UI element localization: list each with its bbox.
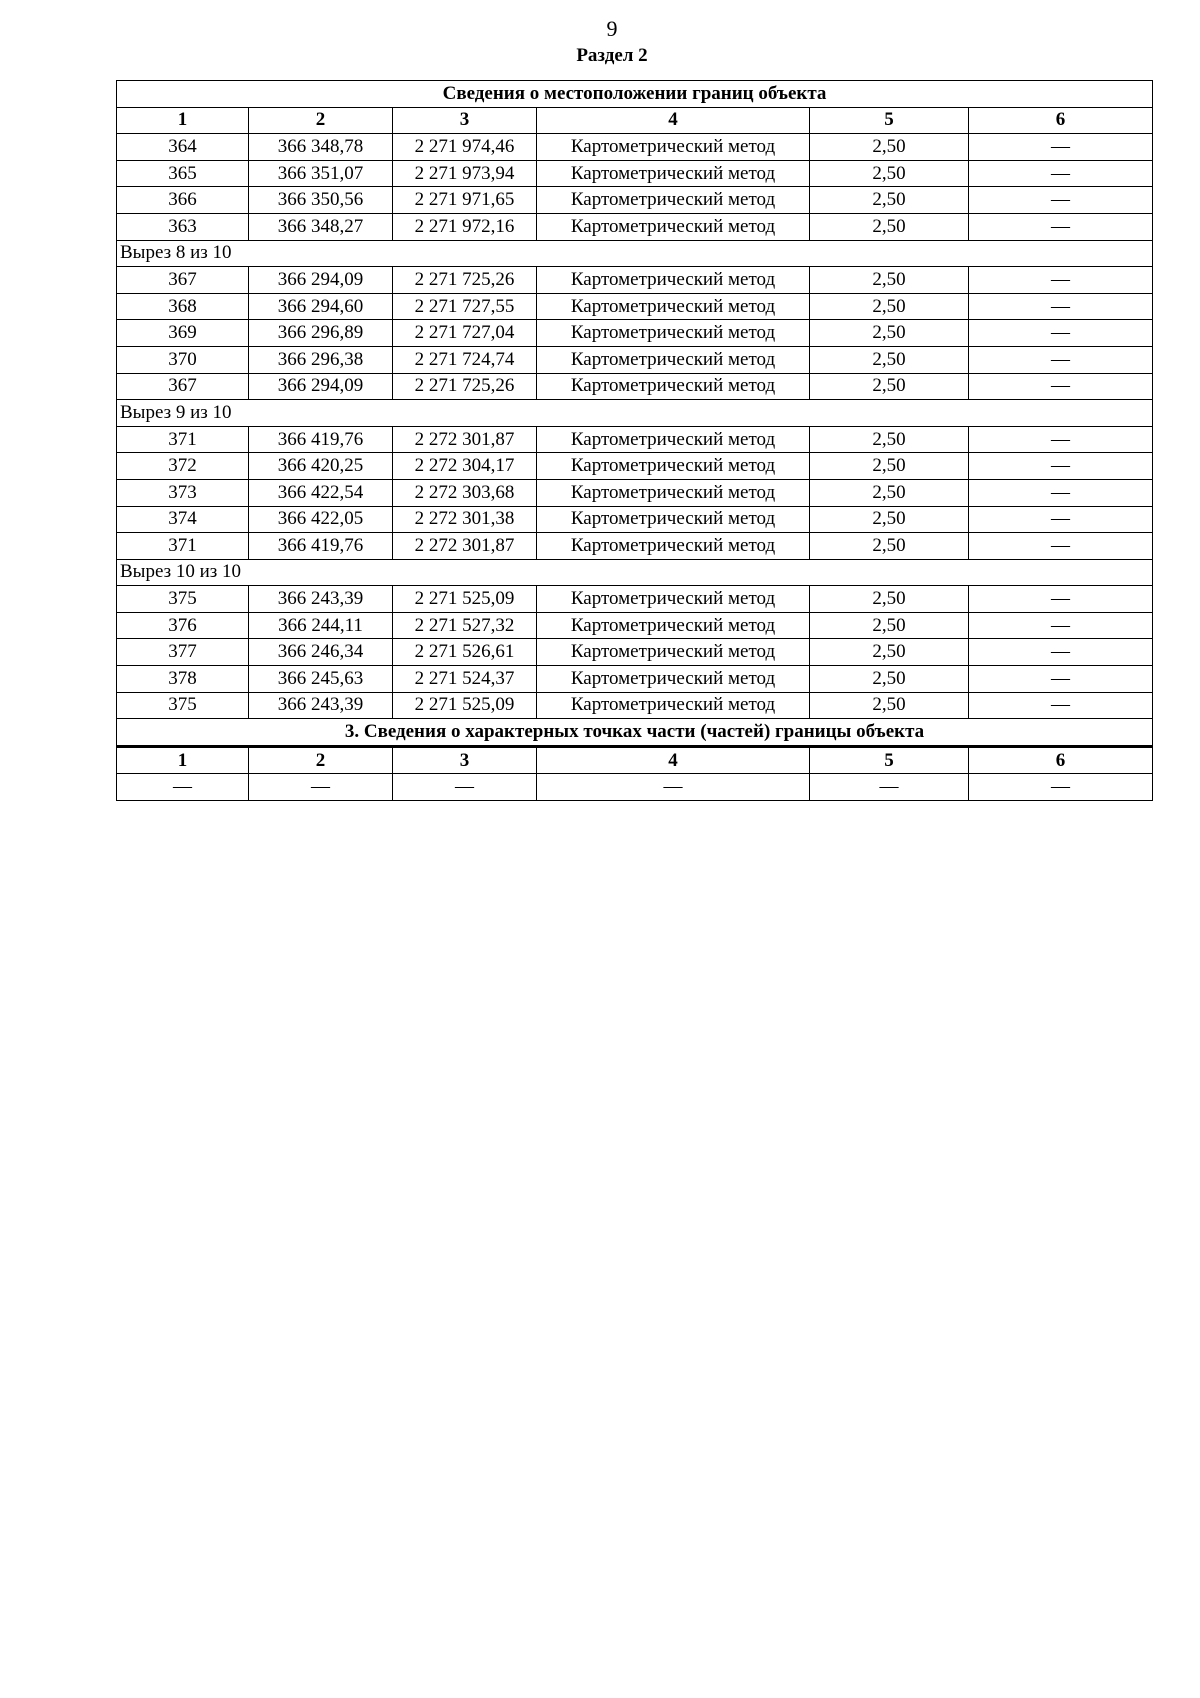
accuracy-cell: 2,50	[810, 506, 969, 533]
accuracy-cell: 2,50	[810, 320, 969, 347]
method-cell: Картометрический метод	[537, 373, 810, 400]
accuracy-cell: —	[810, 774, 969, 801]
x-coordinate-cell: 366 243,39	[249, 692, 393, 719]
point-number-cell: 375	[117, 586, 249, 613]
y-coordinate-cell: 2 271 525,09	[393, 586, 537, 613]
description-cell: —	[969, 213, 1153, 240]
x-coordinate-cell: 366 419,76	[249, 426, 393, 453]
accuracy-cell: 2,50	[810, 160, 969, 187]
part3-title-row	[117, 719, 1153, 747]
method-cell: Картометрический метод	[537, 187, 810, 214]
method-cell: —	[537, 774, 810, 801]
method-cell: Картометрический метод	[537, 346, 810, 373]
description-cell: —	[969, 134, 1153, 161]
x-coordinate-cell: 366 245,63	[249, 666, 393, 693]
description-cell: —	[969, 612, 1153, 639]
method-cell: Картометрический метод	[537, 612, 810, 639]
method-cell: Картометрический метод	[537, 506, 810, 533]
accuracy-cell: 2,50	[810, 533, 969, 560]
column-header: 1	[117, 746, 249, 774]
x-coordinate-cell: 366 294,60	[249, 293, 393, 320]
table-row	[117, 479, 1153, 506]
description-cell: —	[969, 293, 1153, 320]
accuracy-cell: 2,50	[810, 666, 969, 693]
description-cell: —	[969, 373, 1153, 400]
group-label-row	[117, 559, 1153, 586]
column-header: 2	[249, 107, 393, 134]
group-label-row	[117, 240, 1153, 267]
accuracy-cell: 2,50	[810, 612, 969, 639]
x-coordinate-cell: —	[249, 774, 393, 801]
column-header: 4	[537, 746, 810, 774]
description-cell: —	[969, 666, 1153, 693]
column-header-row	[117, 746, 1153, 774]
accuracy-cell: 2,50	[810, 479, 969, 506]
table-row	[117, 639, 1153, 666]
y-coordinate-cell: 2 271 727,04	[393, 320, 537, 347]
table-row	[117, 160, 1153, 187]
method-cell: Картометрический метод	[537, 160, 810, 187]
x-coordinate-cell: 366 348,78	[249, 134, 393, 161]
y-coordinate-cell: 2 272 303,68	[393, 479, 537, 506]
column-header-row	[117, 107, 1153, 134]
y-coordinate-cell: 2 271 972,16	[393, 213, 537, 240]
boundary-table	[116, 80, 1153, 801]
x-coordinate-cell: 366 422,05	[249, 506, 393, 533]
method-cell: Картометрический метод	[537, 134, 810, 161]
accuracy-cell: 2,50	[810, 426, 969, 453]
group-label-row	[117, 400, 1153, 427]
accuracy-cell: 2,50	[810, 346, 969, 373]
point-number-cell: 367	[117, 373, 249, 400]
point-number-cell: 374	[117, 506, 249, 533]
x-coordinate-cell: 366 348,27	[249, 213, 393, 240]
accuracy-cell: 2,50	[810, 293, 969, 320]
point-number-cell: 371	[117, 426, 249, 453]
description-cell: —	[969, 533, 1153, 560]
y-coordinate-cell: 2 271 974,46	[393, 134, 537, 161]
method-cell: Картометрический метод	[537, 320, 810, 347]
accuracy-cell: 2,50	[810, 692, 969, 719]
description-cell: —	[969, 479, 1153, 506]
point-number-cell: 375	[117, 692, 249, 719]
table-row	[117, 346, 1153, 373]
section-title: Раздел 2	[576, 45, 648, 66]
y-coordinate-cell: 2 271 724,74	[393, 346, 537, 373]
y-coordinate-cell: 2 271 524,37	[393, 666, 537, 693]
page-number: 9	[606, 16, 618, 41]
description-cell: —	[969, 346, 1153, 373]
accuracy-cell: 2,50	[810, 639, 969, 666]
point-number-cell: 368	[117, 293, 249, 320]
table-row	[117, 586, 1153, 613]
point-number-cell: 373	[117, 479, 249, 506]
accuracy-cell: 2,50	[810, 267, 969, 294]
y-coordinate-cell: 2 272 304,17	[393, 453, 537, 480]
x-coordinate-cell: 366 294,09	[249, 267, 393, 294]
method-cell: Картометрический метод	[537, 533, 810, 560]
method-cell: Картометрический метод	[537, 213, 810, 240]
y-coordinate-cell: 2 271 727,55	[393, 293, 537, 320]
table-row	[117, 426, 1153, 453]
y-coordinate-cell: 2 272 301,87	[393, 426, 537, 453]
table-row	[117, 213, 1153, 240]
table-row	[117, 533, 1153, 560]
point-number-cell: 376	[117, 612, 249, 639]
y-coordinate-cell: 2 271 725,26	[393, 373, 537, 400]
point-number-cell: 365	[117, 160, 249, 187]
description-cell: —	[969, 426, 1153, 453]
x-coordinate-cell: 366 294,09	[249, 373, 393, 400]
x-coordinate-cell: 366 243,39	[249, 586, 393, 613]
column-header: 3	[393, 107, 537, 134]
x-coordinate-cell: 366 296,89	[249, 320, 393, 347]
x-coordinate-cell: 366 244,11	[249, 612, 393, 639]
column-header: 4	[537, 107, 810, 134]
table-row	[117, 320, 1153, 347]
method-cell: Картометрический метод	[537, 666, 810, 693]
table-row	[117, 612, 1153, 639]
point-number-cell: 363	[117, 213, 249, 240]
x-coordinate-cell: 366 422,54	[249, 479, 393, 506]
method-cell: Картометрический метод	[537, 293, 810, 320]
part3-row	[117, 774, 1153, 801]
point-number-cell: 366	[117, 187, 249, 214]
group-label: Вырез 8 из 10	[117, 240, 1153, 267]
x-coordinate-cell: 366 419,76	[249, 533, 393, 560]
column-header: 6	[969, 746, 1153, 774]
column-header: 6	[969, 107, 1153, 134]
y-coordinate-cell: —	[393, 774, 537, 801]
table-title: Сведения о местоположении границ объекта	[117, 81, 1153, 108]
point-number-cell: 378	[117, 666, 249, 693]
description-cell: —	[969, 160, 1153, 187]
y-coordinate-cell: 2 272 301,87	[393, 533, 537, 560]
column-header: 5	[810, 746, 969, 774]
x-coordinate-cell: 366 246,34	[249, 639, 393, 666]
group-label: Вырез 9 из 10	[117, 400, 1153, 427]
column-header: 1	[117, 107, 249, 134]
table-row	[117, 692, 1153, 719]
table-row	[117, 187, 1153, 214]
point-number-cell: 371	[117, 533, 249, 560]
x-coordinate-cell: 366 350,56	[249, 187, 393, 214]
method-cell: Картометрический метод	[537, 267, 810, 294]
description-cell: —	[969, 187, 1153, 214]
table-row	[117, 506, 1153, 533]
boundary-table-body	[117, 81, 1153, 801]
x-coordinate-cell: 366 420,25	[249, 453, 393, 480]
description-cell: —	[969, 774, 1153, 801]
description-cell: —	[969, 586, 1153, 613]
description-cell: —	[969, 692, 1153, 719]
accuracy-cell: 2,50	[810, 187, 969, 214]
column-header: 2	[249, 746, 393, 774]
description-cell: —	[969, 267, 1153, 294]
y-coordinate-cell: 2 271 527,32	[393, 612, 537, 639]
y-coordinate-cell: 2 271 973,94	[393, 160, 537, 187]
point-number-cell: 367	[117, 267, 249, 294]
point-number-cell: 377	[117, 639, 249, 666]
point-number-cell: 369	[117, 320, 249, 347]
accuracy-cell: 2,50	[810, 453, 969, 480]
accuracy-cell: 2,50	[810, 134, 969, 161]
y-coordinate-cell: 2 271 526,61	[393, 639, 537, 666]
y-coordinate-cell: 2 271 725,26	[393, 267, 537, 294]
method-cell: Картометрический метод	[537, 453, 810, 480]
y-coordinate-cell: 2 272 301,38	[393, 506, 537, 533]
method-cell: Картометрический метод	[537, 479, 810, 506]
accuracy-cell: 2,50	[810, 213, 969, 240]
column-header: 3	[393, 746, 537, 774]
point-number-cell: 372	[117, 453, 249, 480]
description-cell: —	[969, 506, 1153, 533]
column-header: 5	[810, 107, 969, 134]
x-coordinate-cell: 366 351,07	[249, 160, 393, 187]
accuracy-cell: 2,50	[810, 373, 969, 400]
description-cell: —	[969, 453, 1153, 480]
table-row	[117, 453, 1153, 480]
point-number-cell: 370	[117, 346, 249, 373]
group-label: Вырез 10 из 10	[117, 559, 1153, 586]
x-coordinate-cell: 366 296,38	[249, 346, 393, 373]
table-row	[117, 373, 1153, 400]
y-coordinate-cell: 2 271 971,65	[393, 187, 537, 214]
table-row	[117, 134, 1153, 161]
table-row	[117, 267, 1153, 294]
method-cell: Картометрический метод	[537, 639, 810, 666]
method-cell: Картометрический метод	[537, 692, 810, 719]
y-coordinate-cell: 2 271 525,09	[393, 692, 537, 719]
method-cell: Картометрический метод	[537, 586, 810, 613]
point-number-cell: —	[117, 774, 249, 801]
description-cell: —	[969, 320, 1153, 347]
description-cell: —	[969, 639, 1153, 666]
table-row	[117, 666, 1153, 693]
method-cell: Картометрический метод	[537, 426, 810, 453]
part3-title: 3. Сведения о характерных точках части (частей) границы объекта	[117, 719, 1153, 747]
point-number-cell: 364	[117, 134, 249, 161]
table-title-row	[117, 81, 1153, 108]
table-row	[117, 293, 1153, 320]
accuracy-cell: 2,50	[810, 586, 969, 613]
